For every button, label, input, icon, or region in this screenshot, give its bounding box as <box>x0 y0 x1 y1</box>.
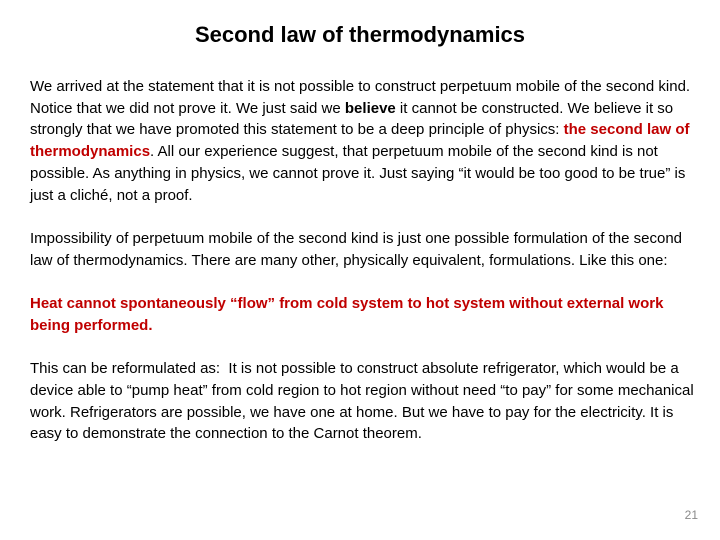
text-run: Heat cannot spontaneously “flow” from cold system to hot system without external work being performed. <box>30 295 668 334</box>
text-run: believe <box>344 99 396 117</box>
paragraph-refrigerator <box>30 358 698 445</box>
paragraph-intro <box>30 76 694 206</box>
slide-body <box>30 76 698 467</box>
paragraph-formulations <box>30 228 694 271</box>
text-run: We arrived at the statement that it is not possible to construct perpetuum mobile of the second kind. Notice that we did not prove it. We just said we <box>30 78 695 117</box>
text-run: it cannot be constructed. We believe it so strongly that we have promoted this statement to be a deep principle of physics: <box>30 99 678 139</box>
text-run: Impossibility of perpetuum mobile of the second kind is just one possible formulation of the second law of thermodynamics. There are many other, physically equivalent, formulations. Like this one: <box>30 229 687 269</box>
text-run: . All our experience suggest, that perpetuum mobile of the second kind is not possible. As anything in physics, we cannot prove it. Just saying “it would be too good to be true” is just a cliché, not a proof. <box>30 143 690 204</box>
text-run: This can be reformulated as: It is not possible to construct absolute refrigerator, which would be a device able to “pump heat” from cold region to hot region without need “to pay” for some mechanical work. Refrigerators are possible, we have one at home. But we have to pay for the electricity. It is easy to demonstrate the connection to the Carnot theorem. <box>30 360 698 443</box>
slide-title: Second law of thermodynamics <box>194 22 526 47</box>
page-number: 21 <box>684 508 698 522</box>
paragraph-heat-statement <box>30 293 694 336</box>
text-run: the second law of thermodynamics <box>30 121 694 161</box>
